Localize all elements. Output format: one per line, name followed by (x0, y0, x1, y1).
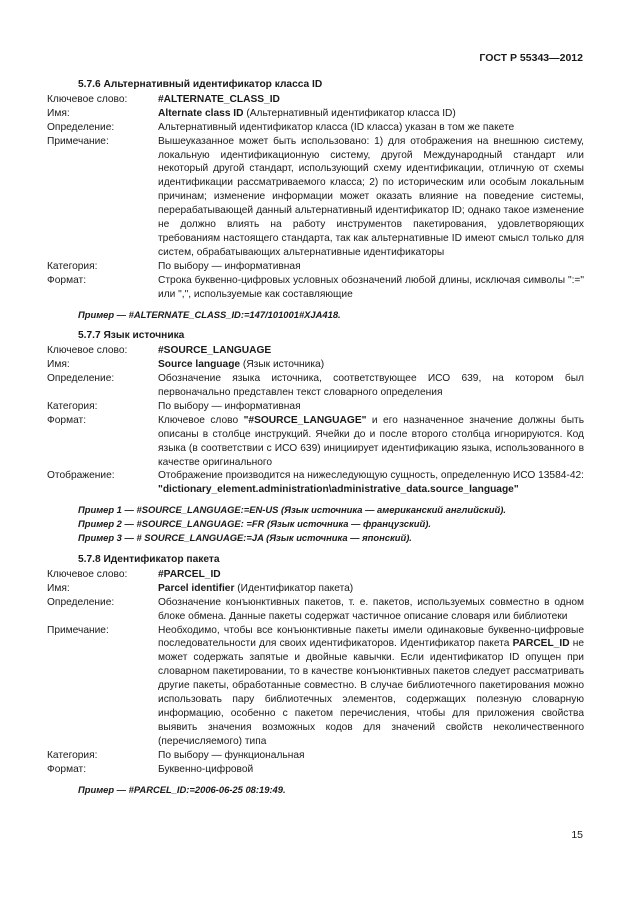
field-row-display (47, 469, 584, 497)
section-title: 5.7.8 Идентификатор пакета (78, 554, 220, 565)
name-value (158, 582, 584, 596)
note-text: не может содержать запятые и двойные кавычки. Если идентификатор ID опущен при словарном пакетировании, то в качестве конъюнктивных пакетов следует рассматривать другие пакеты, обработанные совместно. В случае библиотечного пакетирования можно использовать пару библиотечных элементов, содержащих полезную словарную информацию, особенно с пакетом перечисления, чтобы для приложения свойства выявить значения возможных кодов для значений свойств неколичественного (перечисляемого) типа (158, 638, 584, 747)
field-row-definition (47, 372, 584, 400)
example-text: Пример 3 — # SOURCE_LANGUAGE:=JA (Язык источника — японский). (78, 532, 412, 544)
field-label: Категория: (47, 749, 98, 761)
example-text: Пример 2 — #SOURCE_LANGUAGE: =FR (Язык источника — французский). (78, 518, 431, 530)
name-bold: Source language (158, 359, 241, 371)
field-row-category (47, 749, 584, 763)
field-row-name (47, 582, 584, 596)
field-row-format (47, 414, 584, 470)
format-text: Ключевое слово (158, 414, 244, 426)
field-label: Имя: (47, 582, 70, 594)
field-label: Категория: (47, 260, 98, 272)
format-value (158, 414, 584, 470)
field-row-name (47, 107, 584, 121)
field-label: Примечание: (47, 135, 109, 147)
note-keyword: PARCEL_ID (512, 638, 570, 650)
field-label: Отображение: (47, 470, 115, 482)
section-title: 5.7.7 Язык источника (78, 330, 185, 342)
field-label: Ключевое слово: (47, 93, 128, 105)
format-value: Строка буквенно-цифровых условных обозначений любой длины, исключая символы ":=" или ",", используемые как составляющие (158, 274, 584, 300)
example-text: Пример — #ALTERNATE_CLASS_ID:=147/101001#XJA418. (78, 308, 341, 320)
definition-value: Обозначение конъюнктивных пакетов, т. е. пакетов, используемых совместно в одном блоке обмена. Данные пакеты содержат частичное описание словаря или библиотеки (158, 596, 584, 622)
name-value (158, 107, 584, 121)
field-label: Имя: (47, 107, 70, 119)
field-label: Определение: (47, 121, 115, 133)
page-number: 15 (571, 829, 583, 841)
field-row-definition (47, 596, 584, 624)
example-text: Пример 1 — #SOURCE_LANGUAGE:=EN-US (Язык источника — американский английский). (78, 504, 506, 516)
field-label: Определение: (47, 373, 115, 385)
keyword-value: #PARCEL_ID (158, 568, 221, 580)
field-label: Формат: (47, 274, 87, 286)
format-value: Буквенно-цифровой (158, 763, 254, 775)
field-row-format (47, 274, 584, 302)
definition-value: Обозначение языка источника, соответствующее ИСО 639, на котором был первоначально представлен текст словарного определения (158, 373, 584, 399)
field-label: Категория: (47, 400, 98, 412)
field-row-note (47, 135, 584, 260)
field-label: Определение: (47, 596, 115, 608)
field-row-note (47, 624, 584, 749)
format-keyword: "#SOURCE_LANGUAGE" (243, 414, 367, 426)
name-value (158, 358, 584, 372)
field-label: Примечание: (47, 624, 109, 636)
document-header: ГОСТ Р 55343—2012 (479, 52, 583, 64)
field-label: Ключевое слово: (47, 568, 128, 580)
field-row-category (47, 400, 584, 414)
category-value: По выбору — информативная (158, 400, 301, 412)
name-bold: Parcel identifier (158, 582, 235, 594)
category-value: По выбору — функциональная (158, 749, 305, 761)
definition-value: Альтернативный идентификатор класса (ID класса) указан в том же пакете (158, 121, 515, 133)
name-translation: (Альтернативный идентификатор класса ID) (243, 107, 456, 119)
name-bold: Alternate class ID (158, 107, 244, 119)
keyword-value: #SOURCE_LANGUAGE (158, 345, 272, 357)
field-label: Ключевое слово: (47, 345, 128, 357)
field-row-name (47, 358, 584, 372)
field-row-format (47, 763, 584, 777)
name-translation: (Язык источника) (240, 359, 325, 371)
display-text: Отображение производится на нижеследующую сущность, определенную ИСО 13584-42: (158, 470, 584, 482)
example-text: Пример — #PARCEL_ID:=2006-06-25 08:19:49. (78, 783, 286, 795)
field-row-keyword (47, 344, 584, 358)
field-label: Имя: (47, 359, 70, 371)
field-row-category (47, 260, 584, 274)
display-entity: "dictionary_element.administration\administrative_data.source_language" (158, 484, 519, 496)
note-value: Вышеуказанное может быть использовано: 1) для отображения на внешнюю систему, локальную идентификационную систему, другой Международный стандарт или некоторый другой стандарт, использующий схему идентификации, отличную от схемы идентификации рассматриваемого класса; 2) по историческим или особым локальным причинам; изменение информации может оказать влияние на поведение системы, перерабатывающей данный альтернативный идентификатор ID; однако такое изменение не должно влиять на работу инструментов пакетирования, удовлетворяющих требованиям настоящего стандарта, так как альтернативные ID имеют смысл только для систем, обрабатывающих альтернативные идентификаторы (158, 135, 584, 258)
document-content (47, 78, 584, 796)
field-row-keyword (47, 568, 584, 582)
section-title: 5.7.6 Альтернативный идентификатор класса ID (78, 79, 323, 90)
format-text: и его назначенное значение должны быть описаны в столбце инструкций. Ячейки до и после второго столбца игнорируются. Код языка (в соответствии с ИСО 639) инициирует идентификацию языка, использованного в качестве оригинального (158, 414, 585, 468)
field-row-definition (47, 121, 584, 135)
note-text: Необходимо, чтобы все конъюнктивные пакеты имели одинаковые буквенно-цифровые последовательности для своих идентификаторов. Идентификатор пакета (158, 624, 584, 650)
category-value: По выбору — информативная (158, 260, 301, 272)
note-value (158, 624, 584, 749)
field-label: Формат: (47, 414, 87, 426)
display-value (158, 469, 584, 497)
field-label: Формат: (47, 763, 87, 775)
field-row-keyword (47, 93, 584, 107)
keyword-value: #ALTERNATE_CLASS_ID (158, 93, 280, 105)
name-translation: (Идентификатор пакета) (234, 582, 354, 594)
